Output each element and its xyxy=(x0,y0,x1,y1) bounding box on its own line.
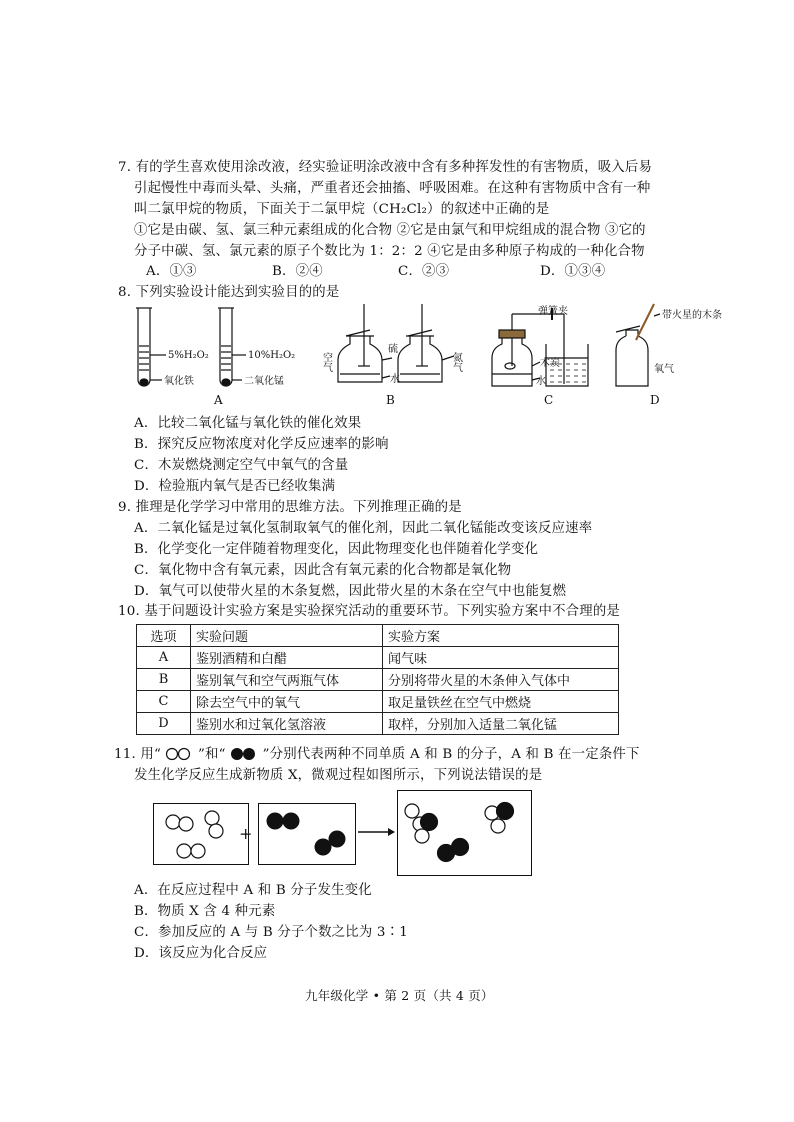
label-water-c: 水 xyxy=(536,376,546,387)
row-plan: 取足量铁丝在空气中燃烧 xyxy=(383,691,619,713)
figure-letter-c: C xyxy=(544,393,554,407)
q11-line-1 xyxy=(114,745,640,765)
q7-line-1: 7. 有的学生喜欢使用涂改液，经实验证明涂改液中含有多种挥发性的有害物质，吸入后易 xyxy=(118,160,653,175)
q9-option-d: D．氧气可以使带火星的木条复燃，因此带火星的木条在空气中也能复燃 xyxy=(134,584,567,599)
q8-option-a: A．比较二氧化锰与氧化铁的催化效果 xyxy=(134,416,362,431)
label-5pct-h2o2: 5%H₂O₂ xyxy=(168,350,209,361)
q8-option-c: C．木炭燃烧测定空气中氧气的含量 xyxy=(134,458,349,473)
table-row xyxy=(137,691,619,713)
page-footer: 九年级化学 • 第 2 页（共 4 页） xyxy=(305,988,494,1003)
molecule-b-icon xyxy=(230,747,258,761)
q7-option-c: C．②③ xyxy=(398,264,450,279)
header-option: 选项 xyxy=(137,625,191,647)
q8-figure xyxy=(120,300,722,412)
reactant-b-molecules xyxy=(259,804,355,864)
q11-option-a: A．在反应过程中 A 和 B 分子发生变化 xyxy=(134,883,372,898)
table-row xyxy=(137,669,619,691)
label-manganese-dioxide: 二氧化锰 xyxy=(244,376,284,387)
gas-jar xyxy=(616,330,648,386)
q7-option-d: D．①③④ xyxy=(540,264,606,279)
q7-line-2: 引起慢性中毒而头晕、头痛，严重者还会抽搐、呼吸困难。在这种有害物质中含有一种 xyxy=(134,181,651,196)
row-option: A xyxy=(137,647,191,669)
q10-stem: 10. 基于问题设计实验方案是实验探究活动的重要环节。下列实验方案中不合理的是 xyxy=(118,604,621,619)
header-plan: 实验方案 xyxy=(383,625,619,647)
product-box xyxy=(397,790,532,876)
row-plan: 分别将带火星的木条伸入气体中 xyxy=(383,669,619,691)
q11-line-2: 发生化学反应生成新物质 X，微观过程如图所示，下列说法错误的是 xyxy=(134,768,543,783)
q8-option-d: D．检验瓶内氧气是否已经收集满 xyxy=(134,479,336,494)
q9-option-b: B．化学变化一定伴随着物理变化，因此物理变化也伴随着化学变化 xyxy=(134,542,539,557)
label-10pct-h2o2: 10%H₂O₂ xyxy=(248,350,296,361)
q8-stem: 8. 下列实验设计能达到实验目的的是 xyxy=(118,285,340,300)
row-plan: 闻气味 xyxy=(383,647,619,669)
row-problem: 鉴别酒精和白醋 xyxy=(191,647,383,669)
q10-table xyxy=(136,624,619,735)
label-water-b: 水 xyxy=(390,374,400,385)
q7-line-4: ①它是由碳、氢、氯三种元素组成的化合物 ②它是由氯气和甲烷组成的混合物 ③它的 xyxy=(134,223,646,238)
q9-option-c: C．氧化物中含有氧元素，因此含有氧元素的化合物都是氧化物 xyxy=(134,563,512,578)
label-iron-oxide: 氧化铁 xyxy=(164,376,194,387)
header-problem: 实验问题 xyxy=(191,625,383,647)
q11-option-b: B．物质 X 含 4 种元素 xyxy=(134,904,276,919)
q8-option-b: B．探究反应物浓度对化学反应速率的影响 xyxy=(134,437,389,452)
q11-line-1-b: ”和“ xyxy=(197,747,226,762)
q11-line-1-a: 11. 用“ xyxy=(114,747,161,762)
q7-option-a: A．①③ xyxy=(146,264,197,279)
row-problem: 除去空气中的氧气 xyxy=(191,691,383,713)
q11-line-1-c: ”分别代表两种不同单质 A 和 B 的分子，A 和 B 在一定条件下 xyxy=(262,747,640,762)
figure-letter-b: B xyxy=(386,393,395,407)
row-problem: 鉴别水和过氧化氢溶液 xyxy=(191,713,383,735)
label-glowing-splint: 带火星的木条 xyxy=(662,310,722,321)
reactant-b-box xyxy=(258,803,356,865)
row-option: C xyxy=(137,691,191,713)
q11-option-c: C．参加反应的 A 与 B 分子个数之比为 3∶1 xyxy=(134,925,408,940)
q7-line-3: 叫二氯甲烷的物质，下面关于二氯甲烷（CH₂Cl₂）的叙述中正确的是 xyxy=(134,202,550,217)
row-plan: 取样，分别加入适量二氧化锰 xyxy=(383,713,619,735)
product-molecules xyxy=(398,791,531,875)
test-tube-right xyxy=(220,308,232,386)
reactant-a-molecules xyxy=(154,804,248,864)
q11-option-d: D．该反应为化合反应 xyxy=(134,946,268,961)
jar-left xyxy=(338,336,382,382)
label-air: 空气 xyxy=(320,352,332,372)
label-nitrogen: 氮气 xyxy=(450,352,462,372)
q7-option-b: B．②④ xyxy=(272,264,323,279)
label-spring-clamp: 弹簧夹 xyxy=(538,306,568,317)
label-sulfur: 硫 xyxy=(388,344,398,355)
reaction-arrow-icon xyxy=(356,826,396,838)
table-header-row xyxy=(137,625,619,647)
plus-sign: + xyxy=(239,824,253,843)
test-tube-left xyxy=(138,308,150,386)
q9-option-a: A．二氧化锰是过氧化氢制取氧气的催化剂，因此二氧化锰能改变该反应速率 xyxy=(134,521,593,536)
q9-stem: 9. 推理是化学学习中常用的思维方法。下列推理正确的是 xyxy=(118,500,462,515)
label-oxygen: 氧气 xyxy=(654,364,674,375)
label-charcoal: 木炭 xyxy=(540,358,560,369)
row-problem: 鉴别氧气和空气两瓶气体 xyxy=(191,669,383,691)
table-row xyxy=(137,647,619,669)
q7-line-5: 分子中碳、氢、氯元素的原子个数比为 1：2：2 ④它是由多种原子构成的一种化合物 xyxy=(134,244,645,259)
figure-letter-a: A xyxy=(214,393,223,407)
reactant-a-box xyxy=(153,803,249,865)
molecule-a-icon xyxy=(165,747,193,761)
row-option: B xyxy=(137,669,191,691)
table-row xyxy=(137,713,619,735)
jar-right xyxy=(398,336,442,382)
row-option: D xyxy=(137,713,191,735)
figure-letter-d: D xyxy=(650,393,660,407)
